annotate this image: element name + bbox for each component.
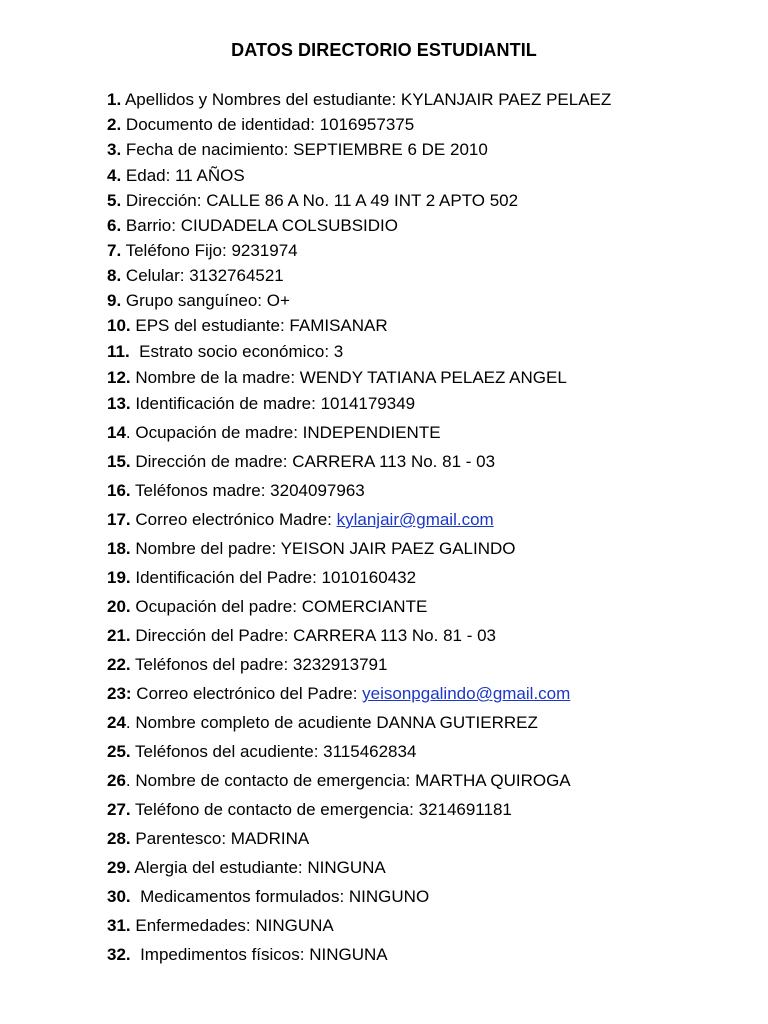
item-number: 21.: [107, 626, 131, 645]
list-item: [107, 422, 441, 444]
item-number: 11.: [107, 342, 130, 361]
item-number: 3.: [107, 140, 122, 159]
item-number: 29.: [107, 858, 131, 877]
item-number: 23:: [107, 684, 132, 703]
item-text: Fecha de nacimiento: SEPTIEMBRE 6 DE 2010: [121, 140, 488, 159]
item-number: 30.: [107, 887, 131, 906]
list-item: [107, 165, 245, 187]
item-number: 6.: [107, 216, 122, 235]
list-item: [107, 114, 414, 136]
item-text: Apellidos y Nombres del estudiante: KYLANJAIR PAEZ PELAEZ: [121, 90, 612, 109]
item-number: 25.: [107, 742, 131, 761]
item-text: Barrio: CIUDADELA COLSUBSIDIO: [121, 216, 398, 235]
item-separator: .: [125, 771, 131, 790]
list-item: [107, 625, 496, 647]
list-item: [107, 315, 388, 337]
item-text: Nombre completo de acudiente DANNA GUTIERREZ: [130, 713, 538, 732]
item-number: 15.: [107, 452, 131, 471]
item-number: 28.: [107, 829, 131, 848]
item-text: Teléfono de contacto de emergencia: 3214691181: [130, 800, 512, 819]
item-text: Correo electrónico Madre:: [130, 510, 337, 529]
list-item: [107, 770, 571, 792]
item-text: EPS del estudiante: FAMISANAR: [130, 316, 388, 335]
item-text: Identificación del Padre: 1010160432: [130, 568, 417, 587]
item-number: 7.: [107, 241, 122, 260]
list-item: [107, 741, 416, 763]
list-item: [107, 799, 512, 821]
list-item: [107, 215, 398, 237]
item-text: Correo electrónico del Padre:: [131, 684, 363, 703]
item-number: 20.: [107, 597, 131, 616]
item-text: Nombre del padre: YEISON JAIR PAEZ GALINDO: [130, 539, 516, 558]
item-number: 12.: [107, 368, 131, 387]
list-item: [107, 139, 488, 161]
item-text: Teléfonos del acudiente: 3115462834: [130, 742, 417, 761]
item-text: Edad: 11 AÑOS: [121, 166, 245, 185]
list-item: [107, 712, 538, 734]
item-number: 1.: [107, 90, 122, 109]
list-item: [107, 367, 567, 389]
item-number: 13.: [107, 394, 131, 413]
item-number: 22.: [107, 655, 131, 674]
list-item: [107, 654, 387, 676]
item-number: 16.: [107, 481, 131, 500]
list-item: [107, 290, 290, 312]
item-number: 32.: [107, 945, 131, 964]
item-number: 18.: [107, 539, 131, 558]
email-link[interactable]: kylanjair@gmail.com: [336, 510, 494, 529]
item-text: Dirección de madre: CARRERA 113 No. 81 - 03: [130, 452, 496, 471]
list-item: [107, 89, 611, 111]
list-item: [107, 886, 429, 908]
item-text: Documento de identidad: 1016957375: [121, 115, 415, 134]
item-number: 27.: [107, 800, 131, 819]
item-number: 9.: [107, 291, 122, 310]
list-item: [107, 240, 298, 262]
item-number: 19.: [107, 568, 131, 587]
item-text: Medicamentos formulados: NINGUNO: [130, 887, 430, 906]
item-text: Estrato socio económico: 3: [129, 342, 344, 361]
item-text: Teléfonos madre: 3204097963: [130, 481, 365, 500]
list-item: [107, 596, 427, 618]
item-text: Celular: 3132764521: [121, 266, 284, 285]
item-number: 17.: [107, 510, 131, 529]
list-item: [107, 828, 309, 850]
item-text: Enfermedades: NINGUNA: [130, 916, 334, 935]
item-number: 5.: [107, 191, 122, 210]
item-text: Teléfono Fijo: 9231974: [121, 241, 298, 260]
item-text: Dirección: CALLE 86 A No. 11 A 49 INT 2 APTO 502: [121, 191, 519, 210]
list-item: [107, 857, 386, 879]
item-number: 10.: [107, 316, 131, 335]
item-number: 24: [107, 713, 126, 732]
item-separator: .: [125, 713, 131, 732]
item-number: 31.: [107, 916, 131, 935]
list-item: [107, 451, 495, 473]
item-number: 26: [107, 771, 126, 790]
item-text: Ocupación del padre: COMERCIANTE: [130, 597, 428, 616]
item-separator: .: [125, 423, 131, 442]
list-item: [107, 509, 494, 531]
item-text: Identificación de madre: 1014179349: [130, 394, 416, 413]
list-item: [107, 480, 365, 502]
item-text: Impedimentos físicos: NINGUNA: [130, 945, 388, 964]
item-number: 14: [107, 423, 126, 442]
item-text: Grupo sanguíneo: O+: [121, 291, 290, 310]
document-title: DATOS DIRECTORIO ESTUDIANTIL: [231, 40, 537, 60]
item-text: Nombre de contacto de emergencia: MARTHA QUIROGA: [130, 771, 571, 790]
list-item: [107, 538, 515, 560]
item-text: Dirección del Padre: CARRERA 113 No. 81 - 03: [130, 626, 496, 645]
list-item: [107, 915, 334, 937]
email-link[interactable]: yeisonpgalindo@gmail.com: [362, 684, 571, 703]
item-number: 2.: [107, 115, 122, 134]
list-item: [107, 265, 284, 287]
list-item: [107, 567, 416, 589]
item-text: Parentesco: MADRINA: [130, 829, 310, 848]
item-number: 4.: [107, 166, 122, 185]
item-number: 8.: [107, 266, 122, 285]
list-item: [107, 683, 570, 705]
item-text: Teléfonos del padre: 3232913791: [130, 655, 388, 674]
item-text: Ocupación de madre: INDEPENDIENTE: [130, 423, 441, 442]
item-text: Alergia del estudiante: NINGUNA: [130, 858, 386, 877]
list-item: [107, 393, 415, 415]
item-text: Nombre de la madre: WENDY TATIANA PELAEZ ANGEL: [130, 368, 567, 387]
list-item: [107, 190, 518, 212]
list-item: [107, 944, 388, 966]
list-item: [107, 341, 343, 363]
